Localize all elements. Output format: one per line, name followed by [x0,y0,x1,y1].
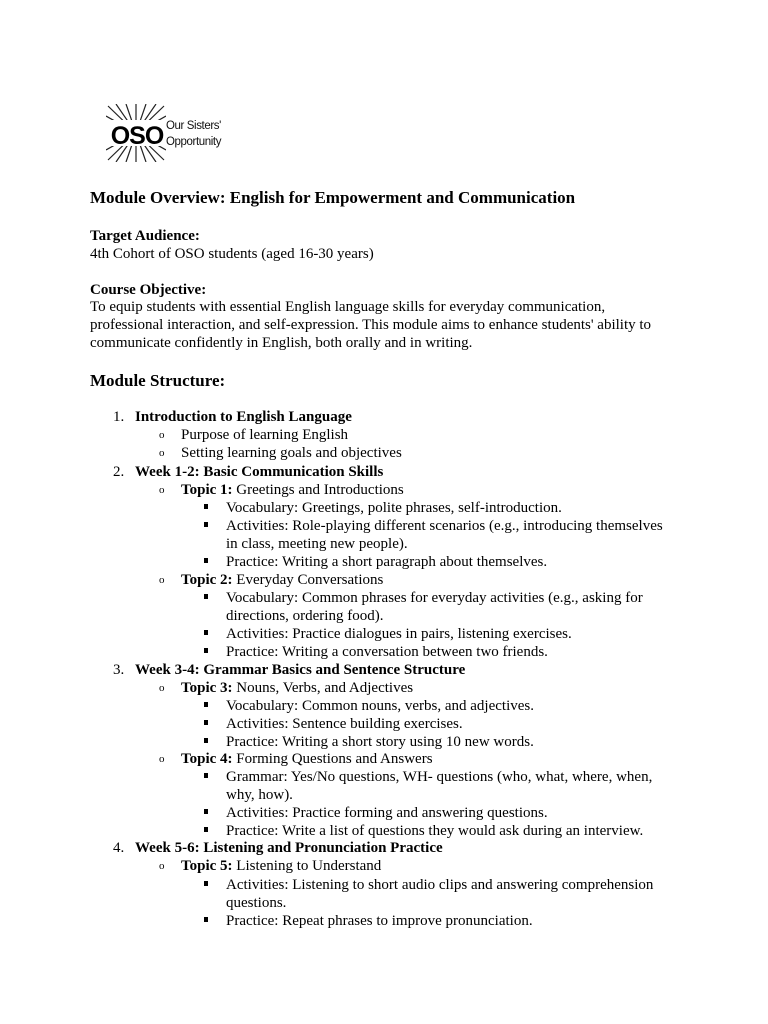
module-structure-heading: Module Structure: [90,371,226,390]
target-audience-text: 4th Cohort of OSO students (aged 16-30 years) [90,246,374,262]
topic-heading: Topic 3: Nouns, Verbs, and Adjectives [181,680,414,696]
list-item: Practice: Write a list of questions they would ask during an interview. [226,823,644,839]
square-bullet-icon [204,917,208,922]
list-number: 1. [113,409,125,425]
list-item: Vocabulary: Greetings, polite phrases, self-introduction. [226,500,562,516]
course-objective-label: Course Objective: [90,282,207,298]
circle-bullet: o [159,682,165,694]
list-number: 3. [113,662,125,678]
list-item: Practice: Writing a short paragraph about themselves. [226,554,548,570]
list-item-continued: directions, ordering food). [226,608,384,624]
circle-bullet: o [159,753,165,765]
section-title: Week 1-2: Basic Communication Skills [135,464,384,480]
list-item: Activities: Practice dialogues in pairs, listening exercises. [226,626,572,642]
section-title: Introduction to English Language [135,409,352,425]
list-item: Practice: Writing a short story using 10 new words. [226,734,534,750]
topic-heading: Topic 1: Greetings and Introductions [181,482,404,498]
course-objective-line: communicate confidently in English, both orally and in writing. [90,335,473,351]
list-item: Vocabulary: Common nouns, verbs, and adjectives. [226,698,534,714]
circle-bullet: o [159,429,165,441]
list-item: Practice: Writing a conversation between two friends. [226,644,548,660]
square-bullet-icon [204,558,208,563]
list-number: 2. [113,464,125,480]
circle-bullet: o [159,484,165,496]
section-title: Week 3-4: Grammar Basics and Sentence Structure [135,662,466,678]
circle-bullet: o [159,447,165,459]
square-bullet-icon [204,773,208,778]
square-bullet-icon [204,827,208,832]
topic-heading: Topic 2: Everyday Conversations [181,572,384,588]
svg-text:OSO: OSO [110,122,164,150]
target-audience-label: Target Audience: [90,228,200,244]
page-title: Module Overview: English for Empowerment and Communication [90,188,576,207]
square-bullet-icon [204,630,208,635]
oso-logo [106,104,222,162]
square-bullet-icon [204,504,208,509]
square-bullet-icon [204,522,208,527]
topic-heading: Topic 4: Forming Questions and Answers [181,751,433,767]
circle-bullet: o [159,574,165,586]
square-bullet-icon [204,809,208,814]
list-item: Activities: Role-playing different scenarios (e.g., introducing themselves [226,518,663,534]
square-bullet-icon [204,702,208,707]
circle-bullet: o [159,860,165,872]
list-item: Setting learning goals and objectives [181,445,402,461]
list-item-continued: in class, meeting new people). [226,536,408,552]
square-bullet-icon [204,738,208,743]
logo-text: Our Sisters' Opportunity [166,120,222,148]
square-bullet-icon [204,594,208,599]
list-number: 4. [113,840,125,856]
list-item: Purpose of learning English [181,427,349,443]
course-objective-line: professional interaction, and self-expression. This module aims to enhance students' ability to [90,317,652,333]
section-title: Week 5-6: Listening and Pronunciation Practice [135,840,443,856]
list-item: Vocabulary: Common phrases for everyday activities (e.g., asking for [226,590,643,606]
list-item-continued: why, how). [226,787,293,803]
list-item-continued: questions. [226,895,287,911]
course-objective-line: To equip students with essential English language skills for everyday communication, [90,299,606,315]
square-bullet-icon [204,720,208,725]
list-item: Practice: Repeat phrases to improve pronunciation. [226,913,533,929]
logo-starburst-icon [106,104,166,162]
list-item: Activities: Sentence building exercises. [226,716,463,732]
topic-heading: Topic 5: Listening to Understand [181,858,382,874]
list-item: Activities: Listening to short audio clips and answering comprehension [226,877,654,893]
list-item: Grammar: Yes/No questions, WH- questions (who, what, where, when, [226,769,653,785]
list-item: Activities: Practice forming and answering questions. [226,805,548,821]
square-bullet-icon [204,648,208,653]
square-bullet-icon [204,881,208,886]
